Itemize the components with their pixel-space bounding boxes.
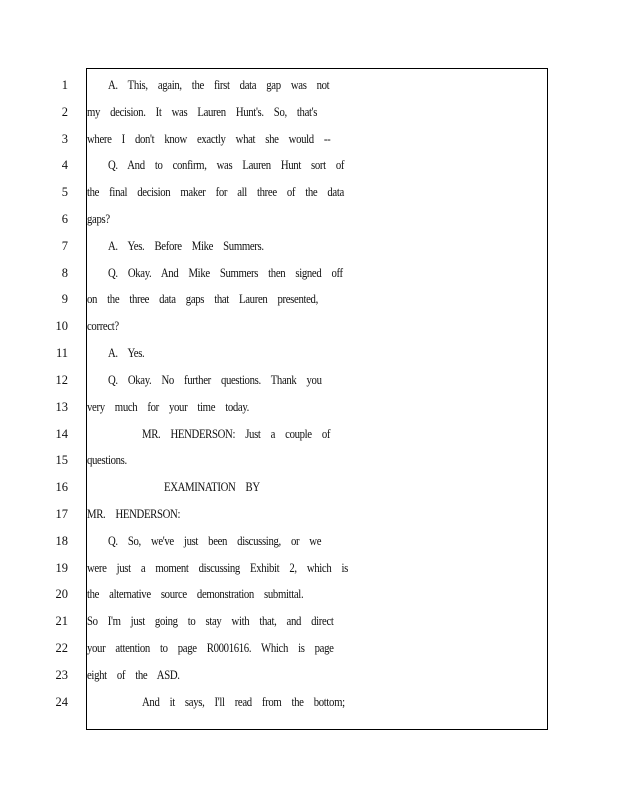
line-text: your attention to page R0001616. Which is page	[87, 641, 334, 655]
line-text: So I'm just going to stay with that, and direct	[87, 614, 334, 628]
line-text: A. Yes.	[108, 346, 145, 360]
line-text: on the three data gaps that Lauren presented,	[87, 292, 318, 306]
line-number: 20	[55, 587, 68, 601]
line-number: 21	[55, 614, 68, 628]
line-text: correct?	[87, 319, 119, 333]
line-text: Q. And to confirm, was Lauren Hunt sort of	[108, 158, 345, 172]
line-text: my decision. It was Lauren Hunt's. So, that's	[87, 105, 318, 119]
line-number: 12	[55, 373, 68, 387]
line-number: 3	[61, 132, 68, 146]
line-text: EXAMINATION BY	[164, 480, 260, 494]
line-number: 13	[55, 400, 68, 414]
line-text: were just a moment discussing Exhibit 2, which is	[87, 561, 348, 575]
line-text: very much for your time today.	[87, 400, 250, 414]
line-number: 22	[55, 641, 68, 655]
line-text: questions.	[87, 453, 127, 467]
line-text: where I don't know exactly what she would --	[87, 132, 331, 146]
line-number: 7	[61, 239, 68, 253]
line-text: Q. Okay. No further questions. Thank you	[108, 373, 322, 387]
line-number: 11	[55, 346, 68, 360]
line-number: 5	[61, 185, 68, 199]
line-number: 18	[55, 534, 68, 548]
line-number: 24	[55, 695, 68, 709]
line-number: 1	[61, 78, 68, 92]
line-number: 9	[61, 292, 68, 306]
line-number: 10	[55, 319, 68, 333]
line-text: the final decision maker for all three of the data	[87, 185, 344, 199]
line-text: MR. HENDERSON: Just a couple of	[142, 427, 331, 441]
line-text: MR. HENDERSON:	[87, 507, 181, 521]
line-text: eight of the ASD.	[87, 668, 180, 682]
line-number: 15	[55, 453, 68, 467]
line-number: 6	[61, 212, 68, 226]
line-number: 16	[55, 480, 68, 494]
line-text: And it says, I'll read from the bottom;	[142, 695, 345, 709]
line-text: gaps?	[87, 212, 110, 226]
line-number: 2	[61, 105, 68, 119]
line-number: 4	[61, 158, 68, 172]
line-text: A. This, again, the first data gap was not	[108, 78, 330, 92]
line-number: 17	[55, 507, 68, 521]
line-text: A. Yes. Before Mike Summers.	[108, 239, 264, 253]
line-number: 8	[61, 266, 68, 280]
line-text: Q. Okay. And Mike Summers then signed off	[108, 266, 343, 280]
line-number: 19	[55, 561, 68, 575]
line-number: 14	[55, 427, 68, 441]
line-text: Q. So, we've just been discussing, or we	[108, 534, 322, 548]
line-number: 23	[55, 668, 68, 682]
line-text: the alternative source demonstration submittal.	[87, 587, 304, 601]
